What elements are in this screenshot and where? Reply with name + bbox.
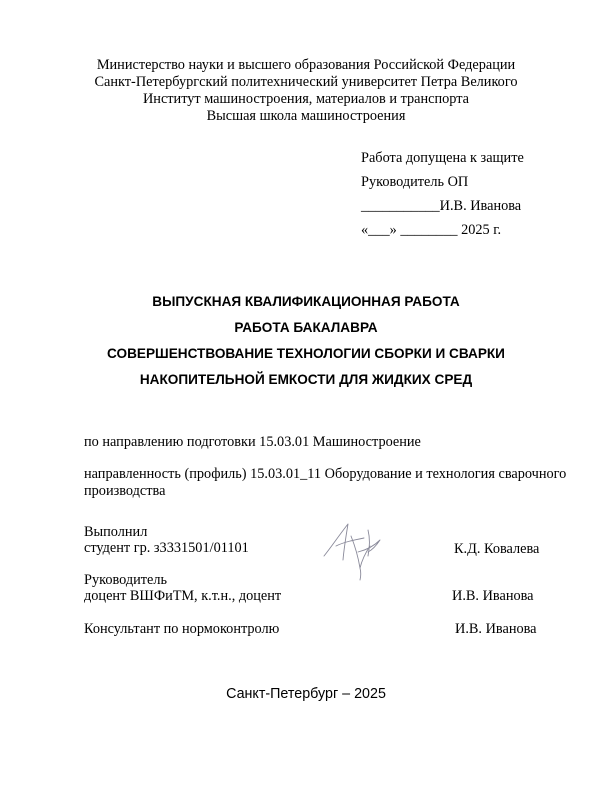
consultant-name: И.В. Иванова — [455, 621, 537, 637]
topic-line-2: НАКОПИТЕЛЬНОЙ ЕМКОСТИ ДЛЯ ЖИДКИХ СРЕД — [139, 372, 473, 387]
student-name: К.Д. Ковалева — [454, 541, 540, 557]
approval-admitted: Работа допущена к защите — [361, 150, 524, 166]
approval-head: Руководитель ОП — [361, 174, 469, 190]
supervisor-label: Руководитель — [84, 572, 168, 588]
student-label: студент гр. з3331501/01101 — [84, 540, 249, 556]
approval-date-line: «___» ________ 2025 г. — [361, 222, 502, 238]
footer-city-year: Санкт-Петербург – 2025 — [226, 686, 386, 702]
performed-label: Выполнил — [84, 524, 148, 540]
header-ministry: Министерство науки и высшего образования Российской Федерации — [96, 57, 516, 73]
direction-line: по направлению подготовки 15.03.01 Машиностроение — [84, 434, 421, 450]
header-university: Санкт-Петербургский политехнический университет Петра Великого — [94, 74, 518, 90]
profile-line-2: производства — [84, 483, 166, 499]
header-school: Высшая школа машиностроения — [206, 108, 406, 124]
header-institute: Институт машиностроения, материалов и транспорта — [142, 91, 470, 107]
supervisor-name: И.В. Иванова — [452, 588, 534, 604]
approval-signature-line: ___________И.В. Иванова — [361, 198, 522, 214]
profile-line-1: направленность (профиль) 15.03.01_11 Оборудование и технология сварочного — [84, 466, 567, 482]
topic-line-1: СОВЕРШЕНСТВОВАНИЕ ТЕХНОЛОГИИ СБОРКИ И СВАРКИ — [107, 346, 505, 361]
work-type: ВЫПУСКНАЯ КВАЛИФИКАЦИОННАЯ РАБОТА — [152, 294, 460, 309]
work-subtype: РАБОТА БАКАЛАВРА — [234, 320, 378, 335]
supervisor-title: доцент ВШФиТМ, к.т.н., доцент — [84, 588, 282, 604]
consultant-label: Консультант по нормоконтролю — [84, 621, 280, 637]
handwritten-signature — [318, 516, 388, 582]
